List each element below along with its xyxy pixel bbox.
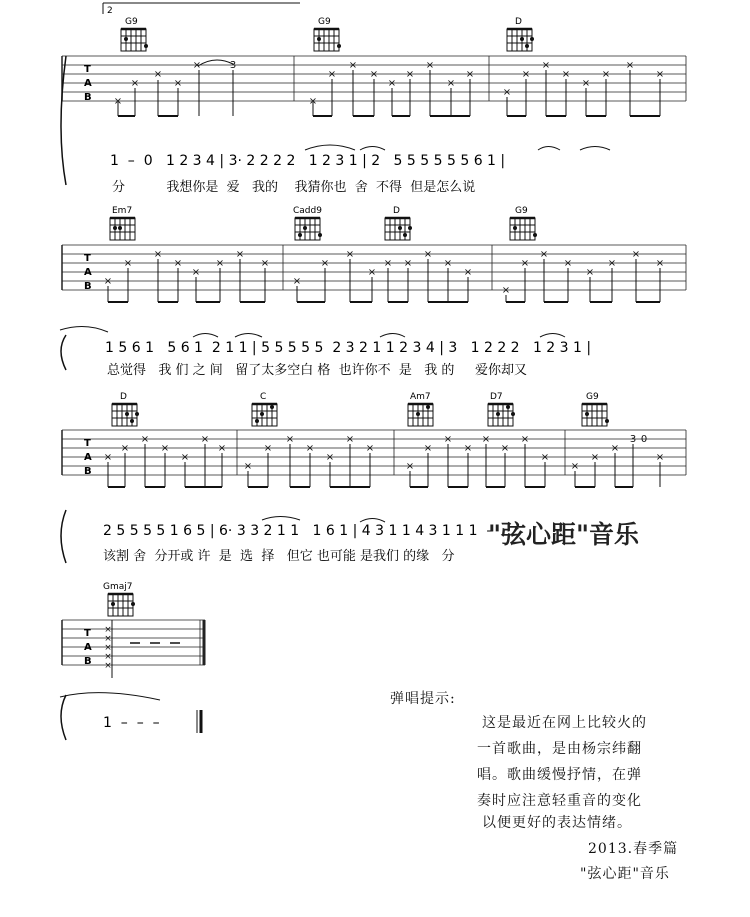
svg-text:×: × [285,434,295,445]
svg-text:×: × [585,267,595,278]
svg-text:×: × [501,285,511,296]
svg-text:×: × [481,434,491,445]
chord-name: D [393,206,400,216]
chord-name: G9 [318,17,331,27]
numbered-notation: 1 5 6 1 5 6 1 2 1 1 | 5 5 5 5 5 2 3 2 1 1 2 3 4 | 3 1 2 2 2 1 2 3 1 | [105,340,592,356]
chord-name: Cadd9 [293,206,322,216]
tab-clef: T [84,628,91,639]
svg-text:×: × [217,443,227,454]
chord-name: G9 [586,392,599,402]
lyrics-line: 分 我想你是 爱 我的 我猜你也 舍 不得 但是怎么说 [112,180,476,195]
tips-line: 奏时应注意轻重音的变化 [477,793,642,809]
numbered-notation: 1 – 0 1 2 3 4 | 3· 2 2 2 2 1 2 3 1 | 2 5 5 5 5 5 5 6 1 | [110,153,506,169]
svg-text:×: × [325,452,335,463]
tab-clef: B [84,466,92,477]
watermark: "弦心距"音乐 [488,520,640,549]
svg-text:×: × [520,434,530,445]
svg-text:×: × [539,249,549,260]
tab-notes [104,249,664,296]
svg-text:×: × [625,60,635,71]
chord-diagram [488,392,515,426]
svg-text:0: 0 [640,434,648,445]
svg-text:×: × [140,434,150,445]
tips-line: 以便更好的表达情绪。 [482,815,632,831]
svg-text:×: × [173,78,183,89]
svg-text:×: × [308,96,318,107]
svg-text:×: × [601,69,611,80]
svg-text:×: × [443,258,453,269]
svg-text:×: × [655,452,665,463]
svg-text:×: × [173,258,183,269]
svg-text:3: 3 [229,60,237,71]
svg-text:×: × [521,69,531,80]
svg-text:×: × [369,69,379,80]
tab-clef: A [84,452,92,463]
svg-text:×: × [235,249,245,260]
svg-text:×: × [610,443,620,454]
tab-clef: B [84,281,92,292]
numbered-notation: 1 – – – [103,715,160,731]
svg-text:×: × [446,78,456,89]
chord-name: D [120,392,127,402]
tips-title: 弹唱提示: [390,691,456,707]
svg-text:×: × [387,78,397,89]
svg-text:×: × [570,461,580,472]
chord-diagram [110,206,135,240]
tips-date: 2013.春季篇 [588,841,679,857]
tab-clef: T [84,253,91,264]
chord-diagram [293,206,322,240]
tips-line: 唱。歌曲缓慢抒情，在弹 [477,767,642,783]
svg-text:×: × [103,452,113,463]
svg-text:×: × [192,60,202,71]
svg-text:×: × [540,452,550,463]
svg-text:×: × [113,96,123,107]
tips-line: 一首歌曲，是由杨宗纬翻 [477,741,642,757]
svg-text:×: × [180,452,190,463]
svg-text:×: × [153,249,163,260]
svg-text:×: × [345,249,355,260]
svg-text:×: × [153,69,163,80]
svg-text:×: × [367,267,377,278]
svg-text:×: × [104,661,112,671]
svg-text:×: × [104,643,112,653]
svg-text:3: 3 [629,434,637,445]
svg-text:×: × [103,276,113,287]
svg-text:×: × [655,258,665,269]
lyrics-line: 总觉得 我 们 之 间 留了太多空白 格 也许你不 是 我 的 爱你却又 [107,363,528,378]
stems [118,70,660,116]
tab-clef: T [84,438,91,449]
chord-name: C [260,392,267,402]
svg-text:×: × [191,267,201,278]
svg-text:×: × [263,443,273,454]
svg-text:×: × [607,258,617,269]
svg-text:×: × [348,60,358,71]
staff-system-1 [0,0,750,200]
svg-text:×: × [500,443,510,454]
tab-clef: A [84,267,92,278]
svg-text:×: × [541,60,551,71]
chord-diagram [112,392,139,426]
chord-name: G9 [125,17,138,27]
chord-diagram [103,582,135,616]
tab-clef: B [84,656,92,667]
volta-label: 2 [107,6,113,16]
svg-text:×: × [200,434,210,445]
tab-clef: A [84,78,92,89]
svg-text:×: × [123,258,133,269]
tab-clef: A [84,642,92,653]
svg-text:×: × [305,443,315,454]
svg-text:×: × [655,69,665,80]
chord-diagram [314,17,341,51]
lyrics-line: 该割 舍 分开或 许 是 选 择 但它 也可能 是我们 的缘 分 [103,549,455,564]
tab-notes [104,625,112,671]
svg-text:×: × [405,69,415,80]
chord-diagram [121,17,148,51]
chord-name: Gmaj7 [103,582,133,592]
tips-brand: "弦心距"音乐 [580,866,670,882]
svg-text:×: × [215,258,225,269]
svg-text:×: × [463,443,473,454]
svg-text:×: × [423,249,433,260]
chord-diagram [510,206,537,240]
numbered-notation: 2 5 5 5 5 1 6 5 | 6· 3 3 2 1 1 1 6 1 | 4 3 1 1 4 3 1 1 1 – [103,523,494,539]
svg-text:×: × [383,258,393,269]
chord-diagram [385,206,412,240]
staff-system-2 [0,200,750,385]
svg-text:×: × [465,69,475,80]
svg-text:×: × [327,69,337,80]
svg-text:×: × [425,60,435,71]
svg-text:×: × [320,258,330,269]
svg-text:×: × [631,249,641,260]
svg-text:×: × [345,434,355,445]
svg-text:×: × [104,625,112,635]
svg-text:×: × [563,258,573,269]
svg-text:×: × [365,443,375,454]
chord-diagram [252,392,277,426]
chord-name: G9 [515,206,528,216]
svg-text:×: × [502,87,512,98]
chord-diagram [582,392,609,426]
svg-text:×: × [104,634,112,644]
tab-notes [114,60,664,107]
svg-text:×: × [104,652,112,662]
svg-text:×: × [260,258,270,269]
tips-line: 这是最近在网上比较火的 [482,715,647,731]
chord-diagram [507,17,534,51]
svg-text:×: × [423,443,433,454]
svg-text:×: × [443,434,453,445]
chord-name: Am7 [410,392,431,402]
svg-text:×: × [160,443,170,454]
svg-text:×: × [520,258,530,269]
tab-clef: T [84,64,91,75]
svg-text:×: × [292,276,302,287]
svg-text:×: × [463,267,473,278]
chord-name: Em7 [112,206,133,216]
svg-text:×: × [120,443,130,454]
svg-text:×: × [405,461,415,472]
svg-text:×: × [403,258,413,269]
chord-name: D [515,17,522,27]
chord-name: D7 [490,392,503,402]
svg-text:×: × [590,452,600,463]
chord-diagram [408,392,433,426]
svg-text:×: × [581,78,591,89]
svg-text:×: × [130,78,140,89]
tab-clef: B [84,92,92,103]
svg-text:×: × [561,69,571,80]
svg-text:×: × [243,461,253,472]
